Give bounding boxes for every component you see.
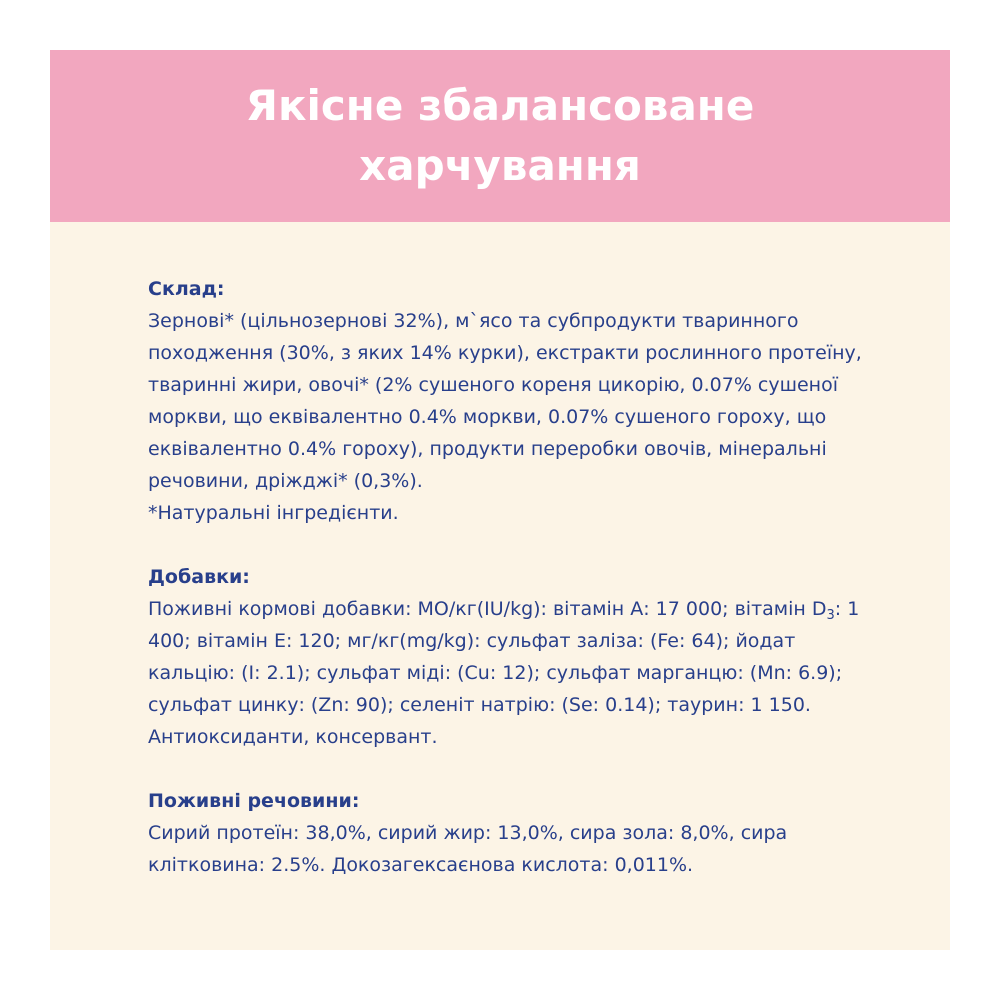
composition-text: Зернові* (цільнозернові 32%), м`ясо та субпродукти тваринного походження (30%, з яких 14% курки), екстракти рослинного протеїну, тваринні жири, овочі* (2% сушеного кореня цикорію, 0.07% сушеної моркви, що еквівалентно 0.4% моркви, 0.07% сушеного гороху, що еквівалентно 0.4% гороху), продукти переробки овочів, мінеральні речовини, дріжджі* (0,3%). xyxy=(148,310,862,492)
header-banner xyxy=(50,50,950,222)
composition-section xyxy=(148,273,878,529)
content-area xyxy=(148,273,878,913)
composition-footnote: *Натуральні інгредієнти. xyxy=(148,502,399,524)
additives-text-part1: Поживні кормові добавки: МО/кг(IU/kg): вітамін А: 17 000; вітамін D xyxy=(148,598,827,620)
additives-heading: Добавки: xyxy=(148,566,250,588)
composition-heading: Склад: xyxy=(148,278,225,300)
additives-text xyxy=(148,593,878,753)
vitamin-d-subscript: 3 xyxy=(826,608,835,623)
page-title: Якісне збалансоване харчування xyxy=(245,81,755,190)
nutrients-heading: Поживні речовини: xyxy=(148,790,360,812)
nutrients-section xyxy=(148,785,878,881)
additives-section xyxy=(148,561,878,753)
info-card xyxy=(50,50,950,950)
additives-text-part2: : 1 400; вітамін Е: 120; мг/кг(mg/kg): сульфат заліза: (Fe: 64); йодат кальцію: (I: 2.1); сульфат міді: (Cu: 12); сульфат марганцю: (Mn: 6.9); сульфат цинку: (Zn: 90); селеніт натрію: (Se: 0.14); таурин: 1 150. Антиоксиданти, консервант. xyxy=(148,598,860,748)
nutrients-text: Сирий протеїн: 38,0%, сирий жир: 13,0%, сира зола: 8,0%, сира клітковина: 2.5%. Докозагексаєнова кислота: 0,011%. xyxy=(148,822,788,876)
